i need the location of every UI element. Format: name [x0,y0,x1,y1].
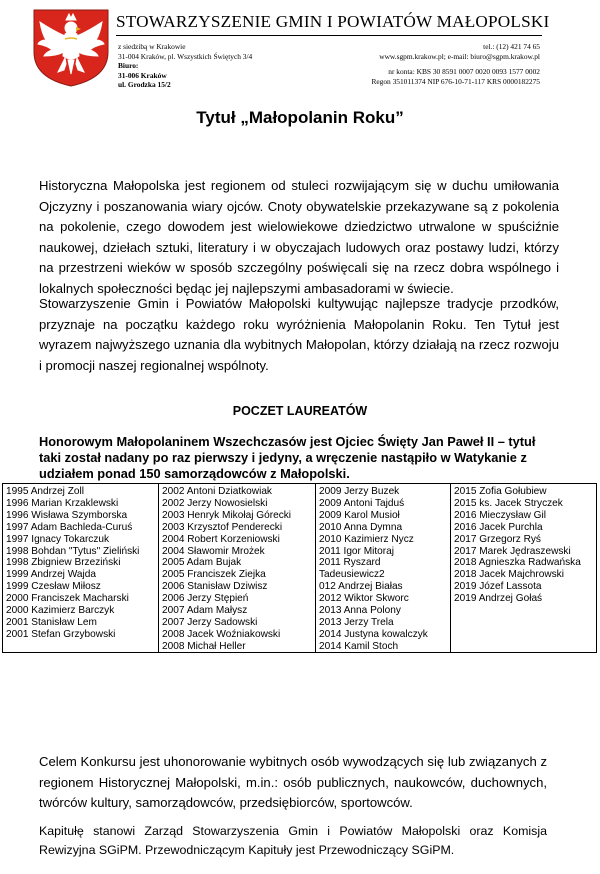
laureate-entry: 2006 Stanisław Dziwisz [162,581,268,593]
laureate-entry: 2015 Zofia Gołubiew [454,486,547,497]
laureate-entry: Tadeusiewicz2 [319,569,385,581]
laureate-entry: 2005 Adam Bujak [162,557,242,569]
laureate-entry: 2004 Robert Korzeniowski [162,533,280,545]
laureate-entry: 1999 Andrzej Wajda [6,569,96,581]
laureate-entry: 2013 Anna Polony [319,605,401,617]
office-label: Biuro: [118,61,139,71]
laureate-entry: 2015 ks. Jacek Stryczek [454,497,563,509]
laureates-column [159,484,316,652]
office-street: ul. Grodzka 15/2 [118,80,171,90]
laureate-entry: 1998 Zbigniew Brzeziński [6,557,121,569]
header-divider [116,35,542,36]
laureate-entry: 2013 Jerzy Trela [319,616,394,628]
laureate-entry: 2010 Anna Dymna [319,521,403,533]
laureate-entry: 2009 Jerzy Buzek [319,486,400,497]
laureate-entry: 2017 Grzegorz Ryś [454,533,541,545]
laureate-entry: 2018 Jacek Majchrowski [454,569,564,581]
laureate-entry: 1998 Bohdan "Tytus" Zieliński [6,545,140,557]
laureate-entry: 2017 Marek Jędraszewski [454,545,571,557]
bank-account: nr konta: KBS 30 8591 0007 0020 0093 1577 0002 [388,67,540,77]
laureate-entry: 1999 Czesław Miłosz [6,581,101,593]
laureate-entry: 1997 Adam Bachleda-Curuś [6,521,133,533]
laureates-heading: POCZET LAUREATÓW [232,404,368,418]
laureates-column [451,484,596,652]
laureates-table [2,483,597,653]
laureate-entry: 2006 Jerzy Stępień [162,593,249,605]
address-line: z siedzibą w Krakowie [118,42,186,51]
laureate-entry: 1996 Wisława Szymborska [6,509,128,521]
intro-paragraph: Historyczna Małopolska jest regionem od stuleci rozwijającym się w duchu umiłowania Ojczyzny i poszanowania wiary ojców. Cnoty obywatelskie przekazywane są z pokolenia na pokolenie, czego dowodem jest wielowiekowe dziedzictwo utrwalone w spuściźnie naukowej, dziełach sztuki, literatury i w obyczajach ludowych oraz postawy ludzi, którzy na przestrzeni wieków w sposób szczególny poświęcali się na rzecz dobra wspólnego i lokalnych społeczności będąc jej najlepszymi ambasadorami w świecie. [39,178,559,296]
laureate-entry: 2016 Jacek Purchla [454,521,543,533]
office-city: 31-006 Kraków [118,70,167,80]
laureate-entry: 2011 Igor Mitoraj [319,545,394,557]
contact-block [371,42,540,86]
laureate-entry: 2008 Jacek Woźniakowski [162,628,281,640]
chapter-paragraph: Kapitułę stanowi Zarząd Stowarzyszenia Gmin i Powiatów Małopolski oraz Komisja Rewizyjna SGiPM. Przewodniczącym Kapituły jest Przewodniczący SGiPM. [39,824,547,857]
contest-goal-paragraph: Celem Konkursu jest uhonorowanie wybitnych osób wywodzących się lub związanych z regionem Historycznej Małopolski, m.in.: osób publicznych, naukowców, duchownych, twórców kultury, samorządowców, przedsiębiorców, sportowców. [39,754,547,811]
laureate-entry: 2014 Justyna kowalczyk [319,628,428,640]
address-line: 31-004 Kraków, pl. Wszystkich Świętych 3/4 [118,51,253,61]
laureate-entry: 2014 Kamil Stoch [319,640,399,652]
laureate-entry: 2008 Michał Heller [162,640,246,652]
laureate-entry: 2000 Franciszek Macharski [6,593,129,605]
laureate-entry: 2018 Agnieszka Radwańska [454,557,581,569]
laureate-entry: 2005 Franciszek Ziejka [162,569,266,581]
laureate-entry: 2010 Kazimierz Nycz [319,533,414,545]
laureate-entry: 2019 Józef Lassota [454,581,542,593]
laureate-entry: 2001 Stanisław Lem [6,616,97,628]
laureate-entry: 2002 Antoni Dziatkowiak [162,486,272,497]
laureate-entry: 2004 Sławomir Mrożek [162,545,265,557]
laureate-entry: 2000 Kazimierz Barczyk [6,605,115,617]
laureate-entry: 2009 Antoni Tajduś [319,497,405,509]
laureate-entry: 2011 Ryszard [319,557,381,569]
laureate-entry: 2012 Wiktor Skworc [319,593,409,605]
laureate-entry: 1995 Andrzej Zoll [6,486,84,497]
laureate-entry: 2016 Mieczysław Gil [454,509,546,521]
phone: tel.: (12) 421 74 65 [483,42,540,51]
organization-name: STOWARZYSZENIE GMIN I POWIATÓW MAŁOPOLSKI [116,12,550,31]
laureate-entry: 1997 Ignacy Tokarczuk [6,533,110,545]
web-email: www.sgpm.krakow.pl; e-mail: biuro@sgpm.krakow.pl [379,51,540,61]
laureate-entry: 2003 Henryk Mikołaj Górecki [162,509,292,521]
registry-numbers: Regon 351011374 NIP 676-10-71-117 KRS 0000182275 [371,76,540,86]
document-title: Tytuł „Małopolanin Roku” [196,108,404,127]
laureate-entry: 2007 Adam Małysz [162,605,248,617]
address-block [118,42,252,90]
laureate-entry: 2003 Krzysztof Penderecki [162,521,283,533]
laureates-column [316,484,451,652]
laureates-column [3,484,159,652]
laureate-entry: 2007 Jerzy Sadowski [162,616,258,628]
coat-of-arms-icon [32,8,110,88]
honorary-note: Honorowym Małopolaninem Wszechczasów jest Ojciec Święty Jan Paweł II – tytuł taki został nadany po raz pierwszy i jedyny, a wręczenie nastąpiło w Watykanie z udziałem ponad 150 samorządowców z Małopolski. [39,434,536,481]
laureate-entry: 1996 Marian Krzaklewski [6,497,119,509]
award-description-paragraph: Stowarzyszenie Gmin i Powiatów Małopolski kultywując najlepsze tradycje przodków, przyznaje na początku każdego roku wyróżnienia Małopolanin Roku. Ten Tytuł jest wyrazem najwyższego uznania dla wybitnych Małopolan, którzy działają na rzecz rozwoju i promocji naszej regionalnej wspólnoty. [39,296,559,373]
laureate-entry: 2009 Karol Musioł [319,509,400,521]
laureate-entry: 2001 Stefan Grzybowski [6,628,116,640]
laureate-entry: 2019 Andrzej Gołaś [454,593,543,605]
laureate-entry: 012 Andrzej Białas [319,581,403,593]
laureate-entry: 2002 Jerzy Nowosielski [162,497,268,509]
